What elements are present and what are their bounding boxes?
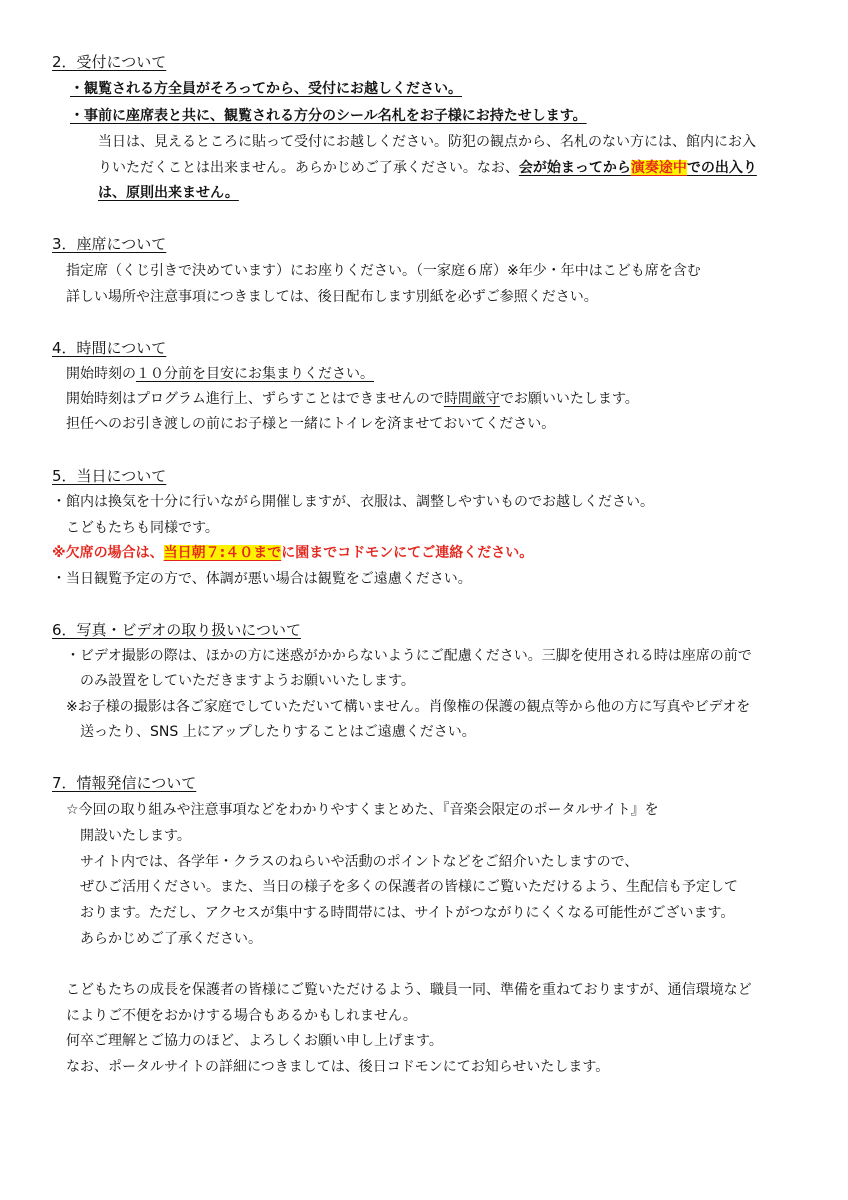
paragraph-line: ぜひご活用ください。また、当日の様子を多くの保護者の皆様にご覧いただけるよう、生配信も予定して xyxy=(80,879,738,895)
section-heading: 2．受付について xyxy=(52,53,167,71)
paragraph-line: 当日は、見えるところに貼って受付にお越しください。防犯の観点から、名札のない方には、館内にお入 xyxy=(98,134,756,150)
text-span: 開始時刻の xyxy=(66,366,136,382)
paragraph-line: ・当日観覧予定の方で、体調が悪い場合は観覧をご遠慮ください。 xyxy=(52,571,472,587)
paragraph-line: のみ設置をしていただきますようお願いいたします。 xyxy=(80,673,415,689)
paragraph-line xyxy=(66,364,374,384)
bullet-line: ・観覧される方全員がそろってから、受付にお越しください。 xyxy=(70,81,462,97)
section-heading: 7．情報発信について xyxy=(52,774,197,792)
bullet-line: ・事前に座席表と共に、観覧される方分のシール名札をお子様にお持たせします。 xyxy=(70,108,587,124)
section-heading: 5．当日について xyxy=(52,467,167,485)
underlined-text: １０分前を目安にお集まりください。 xyxy=(136,366,374,382)
paragraph-line xyxy=(66,389,639,409)
paragraph-line: 担任へのお引き渡しの前にお子様と一緒にトイレを済ませておいてください。 xyxy=(66,416,556,432)
paragraph-line: ☆今回の取り組みや注意事項などをわかりやすくまとめた、『音楽会限定のポータルサイト』を xyxy=(66,802,659,818)
paragraph-line: なお、ポータルサイトの詳細につきましては、後日コドモンにてお知らせいたします。 xyxy=(66,1059,610,1075)
text-span: に園までコドモンにてご連絡ください。 xyxy=(281,545,534,561)
paragraph-line: ・ビデオ撮影の際は、ほかの方に迷惑がかからないようにご配慮ください。三脚を使用される時は座席の前で xyxy=(66,648,752,664)
paragraph-line: 開設いたします。 xyxy=(80,828,191,844)
paragraph-line: こどもたちの成長を保護者の皆様にご覧いただけるよう、職員一同、準備を重ねておりますが、通信環境など xyxy=(66,982,752,998)
absence-notice xyxy=(52,543,533,563)
text-span: での出入り xyxy=(686,160,757,176)
paragraph-line: は、原則出来ません。 xyxy=(98,185,239,201)
section-heading: 6．写真・ビデオの取り扱いについて xyxy=(52,621,301,639)
text-span: 会が始まってから xyxy=(518,160,631,176)
paragraph-line: 詳しい場所や注意事項につきましては、後日配布します別紙を必ずご参照ください。 xyxy=(66,289,598,305)
paragraph-line: ※お子様の撮影は各ご家庭でしていただいて構いません。肖像権の保護の観点等から他の方に写真やビデオを xyxy=(66,699,751,715)
paragraph-line: 何卒ご理解とご協力のほど、よろしくお願い申し上げます。 xyxy=(66,1033,443,1049)
paragraph-line: こどもたちも同様です。 xyxy=(66,520,219,536)
paragraph-line: サイト内では、各学年・クラスのねらいや活動のポイントなどをご紹介いたしますので、 xyxy=(80,854,639,870)
text-span: りいただくことは出来ません。あらかじめご了承ください。なお、 xyxy=(98,160,519,176)
highlighted-text: 当日朝７:４０まで xyxy=(163,545,282,561)
paragraph-line: によりご不便をおかけする場合もあるかもしれません。 xyxy=(66,1008,417,1024)
section-heading: 3．座席について xyxy=(52,235,167,253)
paragraph-line: あらかじめご了承ください。 xyxy=(80,931,262,947)
paragraph-line: おります。ただし、アクセスが集中する時間帯には、サイトがつながりにくくなる可能性がございます。 xyxy=(80,905,735,921)
highlighted-text: 演奏途中 xyxy=(630,160,687,176)
underlined-text: 時間厳守 xyxy=(443,391,500,407)
text-span: 開始時刻はプログラム進行上、ずらすことはできませんので xyxy=(66,391,444,407)
section-heading: 4．時間について xyxy=(52,339,167,357)
paragraph-line xyxy=(98,158,757,178)
paragraph-line: 指定席（くじ引きで決めています）にお座りください。（一家庭６席）※年少・年中はこども席を含む xyxy=(66,263,701,279)
text-span: ※欠席の場合は、 xyxy=(52,545,164,561)
text-span: でお願いいたします。 xyxy=(499,391,639,407)
paragraph-line: ・館内は換気を十分に行いながら開催しますが、衣服は、調整しやすいものでお越しください。 xyxy=(52,494,654,510)
paragraph-line: 送ったり、SNS 上にアップしたりすることはご遠慮ください。 xyxy=(80,724,476,740)
